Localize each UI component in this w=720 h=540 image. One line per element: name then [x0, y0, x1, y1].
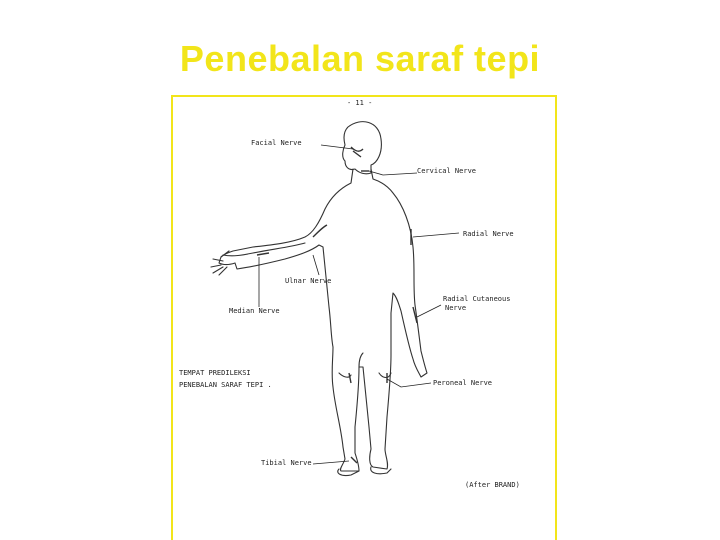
label-peroneal-nerve: Peroneal Nerve	[433, 379, 493, 387]
label-radial-cutaneous-nerve: Radial Cutaneous	[443, 295, 511, 303]
label-radial-cutaneous-nerve-line2: Nerve	[445, 304, 467, 312]
page-number: - 11 -	[347, 99, 373, 107]
leader-lines	[259, 145, 459, 464]
slide-title: Penebalan saraf tepi	[179, 38, 541, 79]
label-predilection-line1: TEMPAT PREDILEKSI	[179, 369, 251, 377]
label-radial-nerve: Radial Nerve	[463, 230, 514, 238]
label-credit: (After BRAND)	[465, 481, 520, 489]
body-nerve-diagram	[173, 97, 557, 540]
human-figure	[211, 122, 427, 476]
label-median-nerve: Median Nerve	[229, 307, 280, 315]
label-ulnar-nerve: Ulnar Nerve	[285, 277, 332, 285]
nerve-marks	[257, 147, 417, 463]
label-facial-nerve: Facial Nerve	[251, 139, 302, 147]
label-predilection-line2: PENEBALAN SARAF TEPI .	[179, 381, 272, 389]
label-cervical-nerve: Cervical Nerve	[417, 167, 477, 175]
nerve-labels	[179, 139, 520, 489]
nerve-diagram-frame	[171, 95, 557, 540]
label-tibial-nerve: Tibial Nerve	[261, 459, 312, 467]
